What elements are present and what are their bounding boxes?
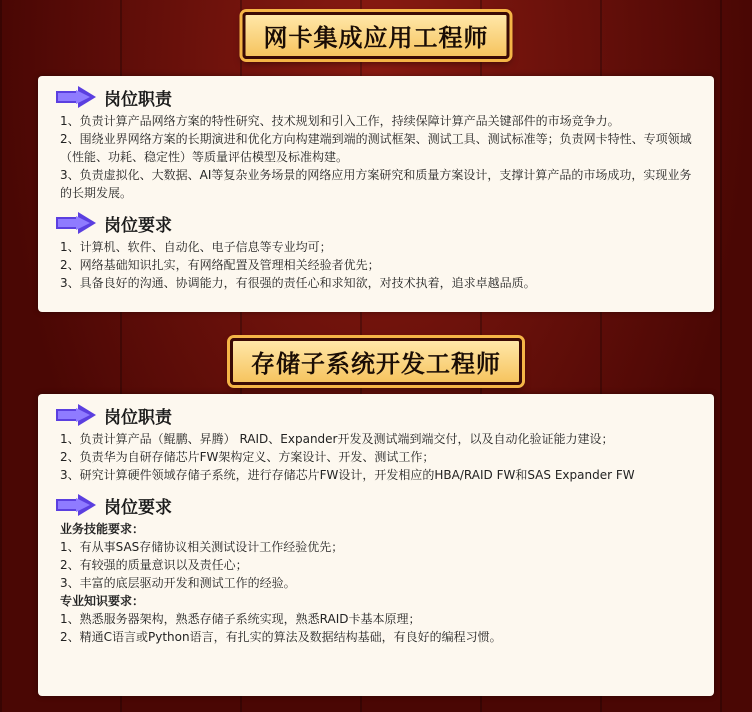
- list-item: 2、围绕业界网络方案的长期演进和优化方向构建端到端的测试框架、测试工具、测试标准等；负责网卡特性、专项领域（性能、功耗、稳定性）等质量评估模型及标准构建。: [60, 132, 692, 164]
- list-item: 3、丰富的底层驱动开发和测试工作的经验。: [60, 576, 296, 590]
- job1-req-heading: 岗位要求: [104, 215, 172, 236]
- list-item: 2、网络基础知识扎实，有网络配置及管理相关经验者优先；: [60, 258, 380, 272]
- job2-title: 存储子系统开发工程师: [230, 338, 522, 385]
- job2-duties-header: [56, 402, 698, 428]
- list-item: 1、熟悉服务器架构，熟悉存储子系统实现，熟悉RAID卡基本原理；: [60, 612, 421, 626]
- job2-duties-list: [60, 430, 698, 484]
- list-item: 2、有较强的质量意识以及责任心；: [60, 558, 248, 572]
- list-item: 2、精通C语言或Python语言，有扎实的算法及数据结构基础，有良好的编程习惯。: [60, 630, 502, 644]
- list-item: 1、有从事SAS存储协议相关测试设计工作经验优先；: [60, 540, 344, 554]
- list-item: 3、具备良好的沟通、协调能力，有很强的责任心和求知欲，对技术执着，追求卓越品质。: [60, 276, 536, 290]
- list-item: 3、负责虚拟化、大数据、AI等复杂业务场景的网络应用方案研究和质量方案设计，支撑计算产品的市场成功，实现业务的长期发展。: [60, 168, 692, 200]
- list-item: 3、研究计算硬件领域存储子系统，进行存储芯片FW设计，开发相应的HBA/RAID FW和SAS Expander FW: [60, 468, 635, 482]
- job1-title: 网卡集成应用工程师: [243, 12, 510, 59]
- job1-req-header: [56, 210, 698, 236]
- list-item: 1、负责计算产品网络方案的特性研究、技术规划和引入工作，持续保障计算产品关键部件的市场竞争力。: [60, 114, 620, 128]
- list-item: 1、负责计算产品（鲲鹏、昇腾） RAID、Expander开发及测试端到端交付，以及自动化验证能力建设；: [60, 432, 614, 446]
- job1-duties-list: [60, 112, 698, 202]
- job2-req-list: [60, 520, 698, 646]
- list-item: 1、计算机、软件、自动化、电子信息等专业均可；: [60, 240, 332, 254]
- job1-duties-header: [56, 84, 698, 110]
- job2-duties-heading: 岗位职责: [104, 407, 172, 428]
- arrow-icon: [56, 86, 96, 108]
- skills-label: 业务技能要求：: [60, 522, 145, 536]
- list-item: 2、负责华为自研存储芯片FW架构定义、方案设计、开发、测试工作；: [60, 450, 435, 464]
- arrow-icon: [56, 494, 96, 516]
- job1-duties-heading: 岗位职责: [104, 89, 172, 110]
- knowledge-label: 专业知识要求：: [60, 594, 145, 608]
- job2-card: [38, 394, 714, 696]
- job2-req-header: [56, 492, 698, 518]
- arrow-icon: [56, 404, 96, 426]
- arrow-icon: [56, 212, 96, 234]
- job1-req-list: [60, 238, 698, 292]
- job2-req-heading: 岗位要求: [104, 497, 172, 518]
- job1-card: [38, 76, 714, 312]
